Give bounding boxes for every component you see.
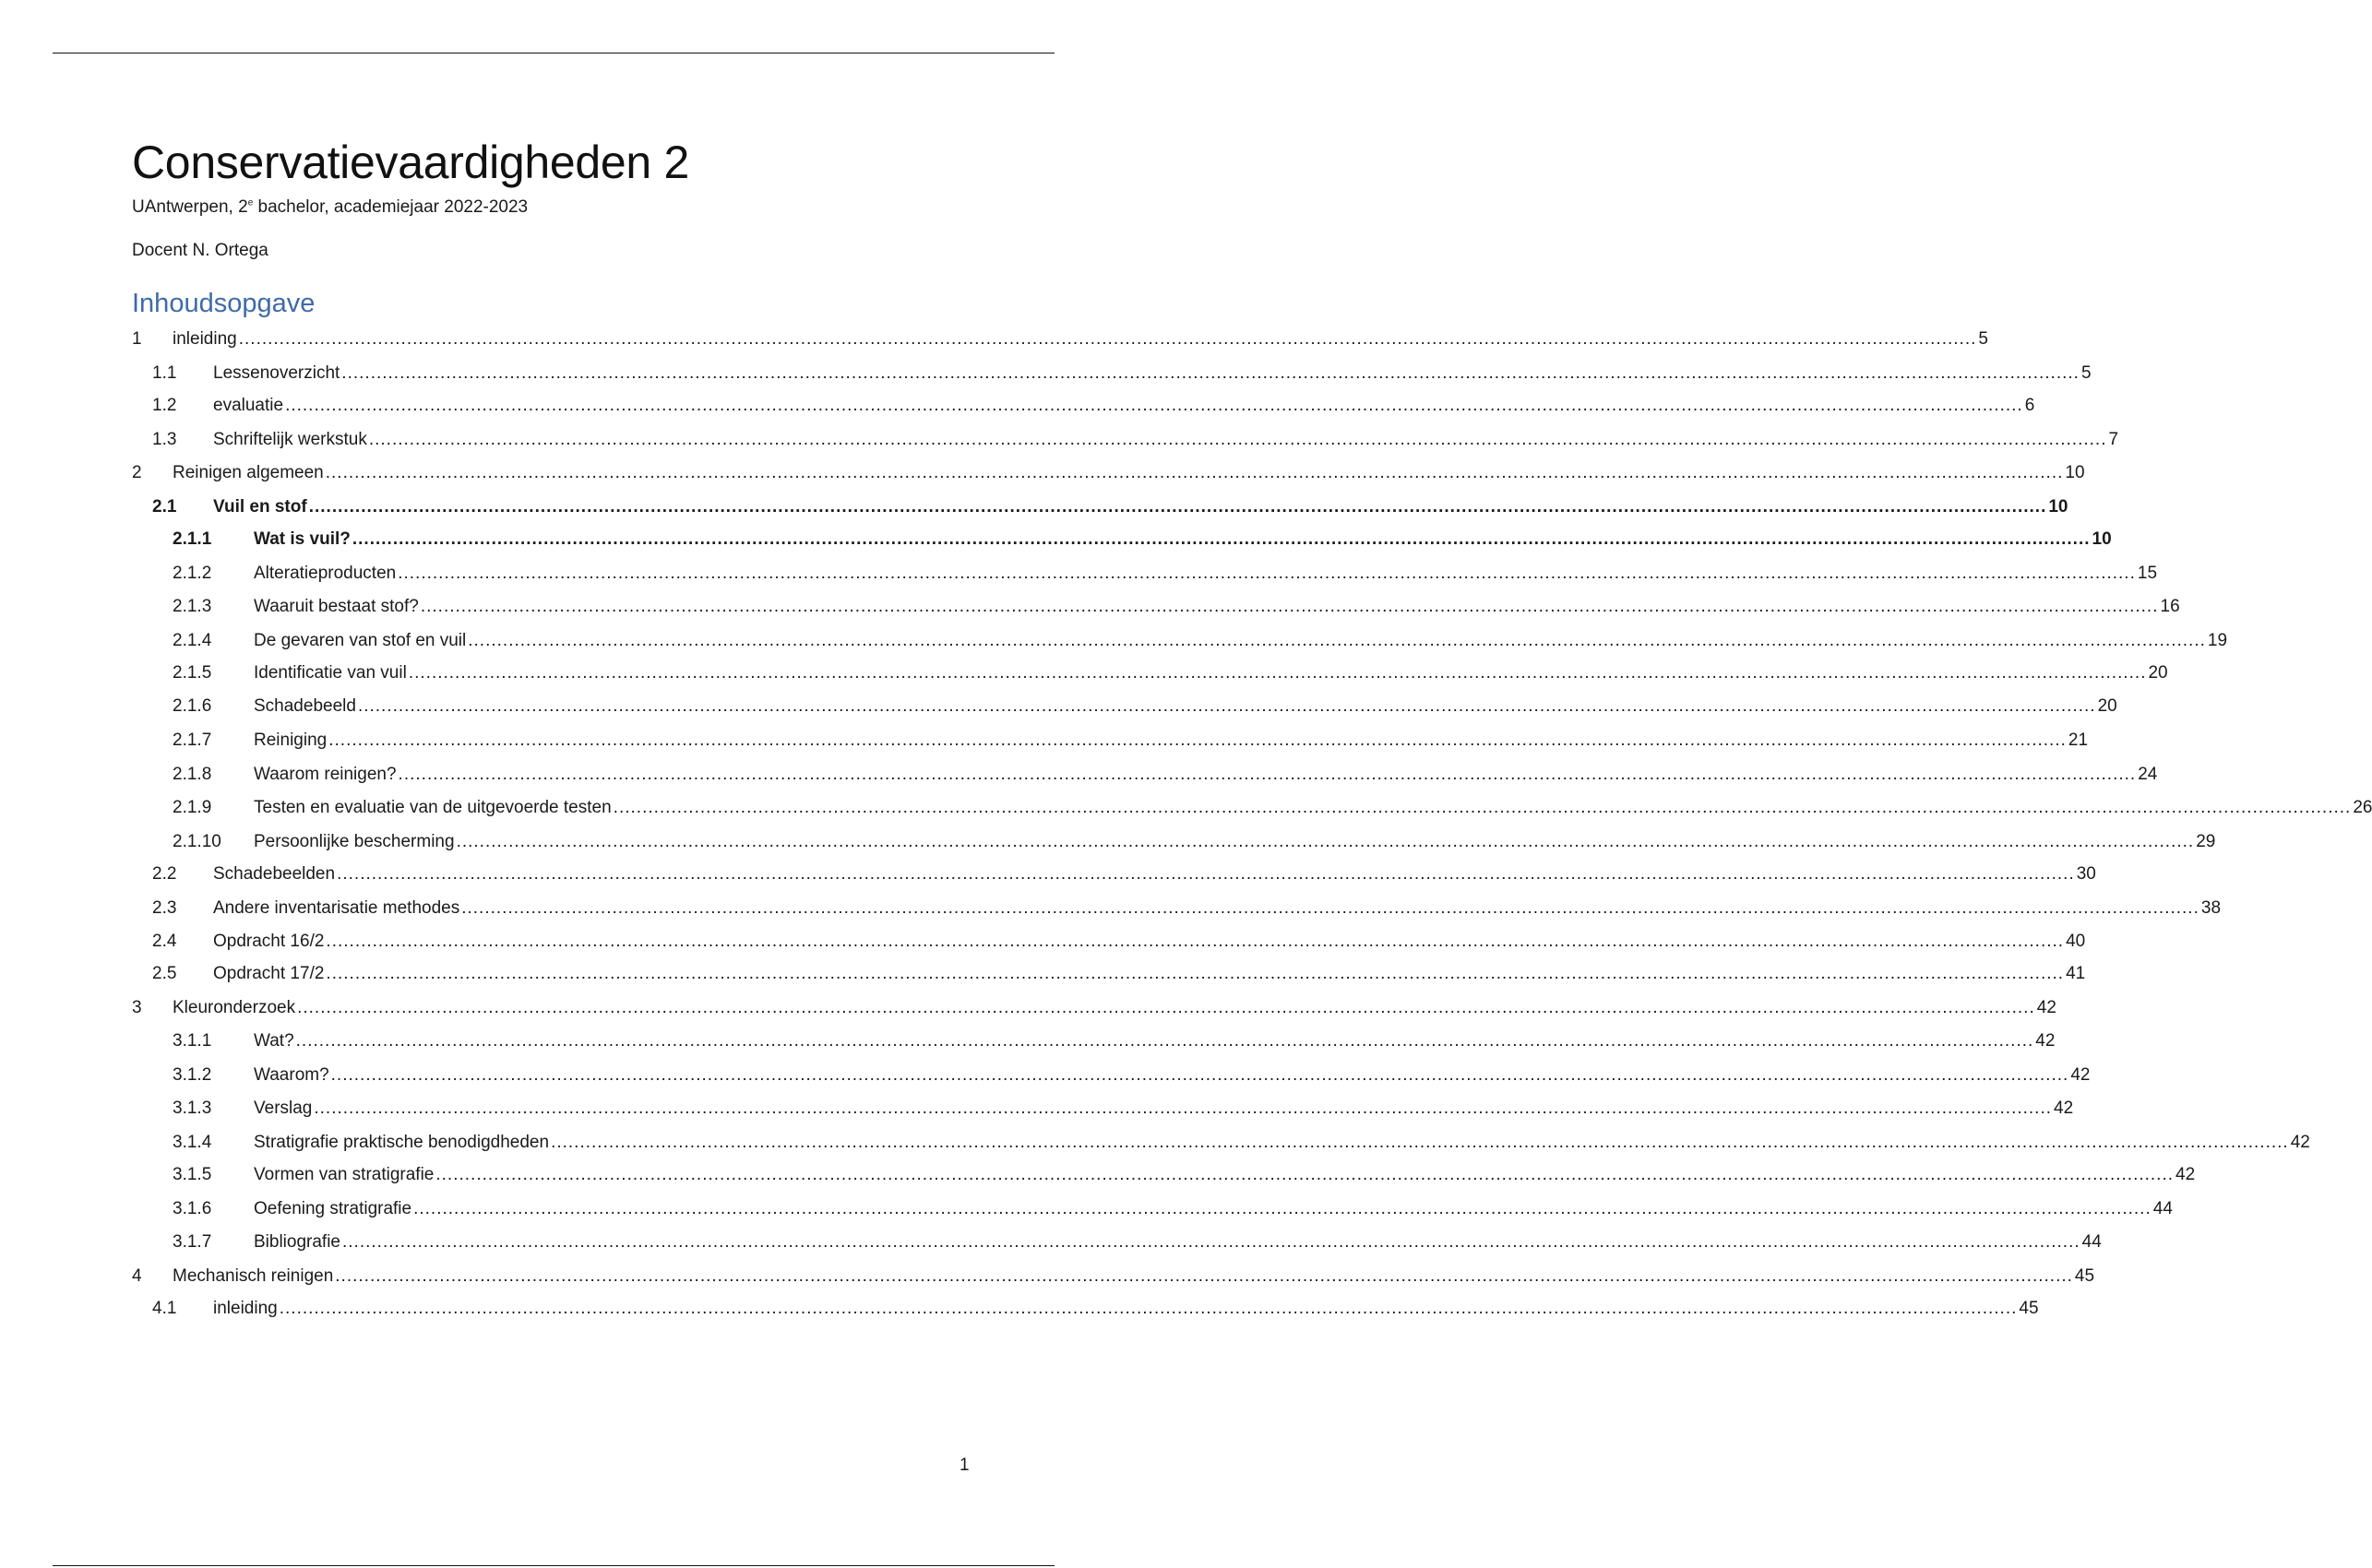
toc-leader-dots: ............................................................................................................................................................................................................................................................................................................ (420, 597, 2159, 616)
toc-entry-number: 3.1.3 (173, 1099, 212, 1118)
toc-entry[interactable] (132, 997, 2056, 1019)
toc-entry-number: 2.2 (152, 864, 177, 884)
toc-entry-number: 3.1.7 (173, 1232, 212, 1252)
toc-entry-page: 30 (2076, 864, 2096, 884)
toc-entry-label: evaluatie (213, 396, 284, 415)
toc-leader-dots: ............................................................................................................................................................................................................................................................................................................ (335, 1266, 2073, 1286)
toc-entry[interactable] (132, 596, 2180, 618)
toc-entry[interactable] (132, 662, 2168, 684)
toc-entry-label: inleiding (213, 1299, 278, 1318)
toc-entry-number: 2.1.2 (173, 564, 212, 583)
toc-leader-dots: ............................................................................................................................................................................................................................................................................................................ (314, 1099, 2053, 1118)
toc-entry[interactable] (132, 797, 2372, 819)
toc-entry[interactable] (132, 730, 2089, 752)
toc-entry-number: 2.1 (152, 497, 177, 517)
toc-entry-label: Opdracht 16/2 (213, 932, 325, 951)
toc-entry-number: 3.1.6 (173, 1199, 212, 1218)
toc-entry-label: Vuil en stof (213, 497, 307, 517)
toc-entry-number: 1.1 (152, 363, 177, 383)
toc-entry-page: 41 (2066, 964, 2086, 983)
toc-entry-page: 29 (2196, 832, 2216, 851)
toc-entry-page: 42 (2036, 998, 2056, 1017)
toc-entry-number: 3 (132, 998, 142, 1017)
toc-entry-page: 16 (2160, 597, 2180, 616)
toc-entry[interactable] (132, 695, 2117, 718)
toc-entry-label: De gevaren van stof en vuil (254, 631, 467, 650)
toc-entry[interactable] (132, 897, 2222, 920)
toc-leader-dots: ............................................................................................................................................................................................................................................................................................................ (238, 329, 1977, 349)
toc-entry-number: 2.5 (152, 964, 177, 983)
toc-entry-label: Waaruit bestaat stof? (254, 597, 419, 616)
bottom-rule (53, 1565, 1055, 1566)
toc-leader-dots: ............................................................................................................................................................................................................................................................................................................ (398, 564, 2136, 583)
toc-leader-dots: ............................................................................................................................................................................................................................................................................................................ (328, 731, 2067, 750)
toc-entry-label: Mechanisch reinigen (173, 1266, 334, 1286)
toc-entry-number: 2.1.10 (173, 832, 221, 851)
toc-leader-dots: ............................................................................................................................................................................................................................................................................................................ (337, 864, 2075, 884)
toc-entry-number: 2 (132, 463, 142, 482)
toc-entry[interactable] (132, 328, 1988, 350)
toc-leader-dots: ............................................................................................................................................................................................................................................................................................................ (295, 1031, 2034, 1051)
toc-entry[interactable] (132, 529, 2112, 551)
toc-entry[interactable] (132, 1164, 2196, 1186)
toc-entry-label: inleiding (173, 329, 237, 349)
toc-leader-dots: ............................................................................................................................................................................................................................................................................................................ (468, 631, 2206, 650)
toc-leader-dots: ............................................................................................................................................................................................................................................................................................................ (341, 363, 2080, 383)
toc-entry-label: Waarom reinigen? (254, 765, 397, 784)
toc-entry-label: Alteratieproducten (254, 564, 397, 583)
document-title: Conservatievaardigheden 2 (132, 137, 690, 188)
toc-leader-dots: ............................................................................................................................................................................................................................................................................................................ (368, 430, 2107, 449)
toc-leader-dots: ............................................................................................................................................................................................................................................................................................................ (352, 529, 2091, 549)
toc-entry-page: 10 (2092, 529, 2112, 549)
toc-entry-number: 2.4 (152, 932, 177, 951)
teacher-line: Docent N. Ortega (132, 241, 268, 260)
toc-entry-number: 3.1.5 (173, 1165, 212, 1184)
toc-entry[interactable] (132, 863, 2096, 885)
toc-entry-label: Schriftelijk werkstuk (213, 430, 367, 449)
toc-entry-number: 2.3 (152, 898, 177, 918)
toc-entry[interactable] (132, 1064, 2091, 1087)
toc-entry-page: 19 (2207, 631, 2228, 650)
toc-entry-label: Oefening stratigrafie (254, 1199, 412, 1218)
toc-entry[interactable] (132, 429, 2119, 451)
toc-entry-label: Bibliografie (254, 1232, 340, 1252)
toc-entry[interactable] (132, 764, 2158, 786)
toc-entry[interactable] (132, 1265, 2095, 1288)
toc-entry[interactable] (132, 496, 2068, 518)
toc-leader-dots: ............................................................................................................................................................................................................................................................................................................ (357, 696, 2096, 716)
toc-entry-number: 2.1.7 (173, 731, 212, 750)
toc-entry-number: 2.1.8 (173, 765, 212, 784)
toc-leader-dots: ............................................................................................................................................................................................................................................................................................................ (330, 1065, 2069, 1085)
document-subtitle (132, 197, 528, 218)
toc-leader-dots: ............................................................................................................................................................................................................................................................................................................ (326, 932, 2065, 951)
subtitle-sup: e (247, 197, 254, 208)
toc-entry[interactable] (132, 931, 2086, 953)
toc-entry[interactable] (132, 1132, 2310, 1154)
toc-leader-dots: ............................................................................................................................................................................................................................................................................................................ (398, 765, 2137, 784)
toc-entry-label: Lessenoverzicht (213, 363, 340, 383)
toc-entry-label: Wat is vuil? (254, 529, 351, 549)
toc-entry-label: Persoonlijke bescherming (254, 832, 455, 851)
toc-entry-page: 42 (2175, 1165, 2196, 1184)
toc-entry[interactable] (132, 563, 2158, 585)
toc-entry-page: 44 (2152, 1199, 2173, 1218)
toc-entry-label: Wat? (254, 1031, 294, 1051)
toc-heading: Inhoudsopgave (132, 289, 316, 318)
toc-leader-dots: ............................................................................................................................................................................................................................................................................................................ (413, 1199, 2151, 1218)
toc-entry-label: Vormen van stratigrafie (254, 1165, 435, 1184)
toc-entry-page: 42 (2070, 1065, 2091, 1085)
toc-leader-dots: ............................................................................................................................................................................................................................................................................................................ (285, 396, 2023, 415)
toc-entry-label: Identificatie van vuil (254, 663, 407, 683)
toc-entry-page: 6 (2024, 396, 2035, 415)
toc-entry-page: 5 (2080, 363, 2092, 383)
toc-entry-label: Reinigen algemeen (173, 463, 324, 482)
toc-leader-dots: ............................................................................................................................................................................................................................................................................................................ (308, 497, 2047, 517)
toc-entry-number: 3.1.2 (173, 1065, 212, 1085)
toc-entry-page: 26 (2353, 798, 2372, 817)
toc-entry[interactable] (132, 1298, 2039, 1320)
toc-entry-number: 1.2 (152, 396, 177, 415)
toc-leader-dots: ............................................................................................................................................................................................................................................................................................................ (456, 832, 2195, 851)
toc-entry-page: 45 (2074, 1266, 2095, 1286)
toc-entry-page: 15 (2137, 564, 2158, 583)
toc-leader-dots: ............................................................................................................................................................................................................................................................................................................ (325, 463, 2064, 482)
toc-entry-page: 20 (2097, 696, 2117, 716)
toc-entry[interactable] (132, 963, 2086, 985)
toc-entry-number: 3.1.4 (173, 1133, 212, 1152)
toc-entry[interactable] (132, 462, 2085, 484)
toc-entry[interactable] (132, 395, 2035, 417)
toc-entry-label: Testen en evaluatie van de uitgevoerde testen (254, 798, 612, 817)
toc-entry-label: Schadebeeld (254, 696, 356, 716)
toc-leader-dots: ............................................................................................................................................................................................................................................................................................................ (551, 1133, 2289, 1152)
toc-entry-number: 2.1.1 (173, 529, 212, 549)
toc-entry-page: 42 (2290, 1133, 2310, 1152)
toc-leader-dots: ............................................................................................................................................................................................................................................................................................................ (297, 998, 2035, 1017)
toc-leader-dots: ............................................................................................................................................................................................................................................................................................................ (408, 663, 2147, 683)
toc-entry[interactable] (132, 1030, 2056, 1052)
toc-entry-number: 2.1.5 (173, 663, 212, 683)
toc-entry-page: 10 (2048, 497, 2068, 517)
subtitle-pre: UAntwerpen, 2 (132, 197, 248, 217)
toc-entry-page: 7 (2108, 430, 2119, 449)
toc-entry[interactable] (132, 831, 2216, 853)
toc-entry-page: 10 (2065, 463, 2085, 482)
toc-entry-number: 3.1.1 (173, 1031, 212, 1051)
toc-entry-page: 21 (2068, 731, 2089, 750)
toc-entry-label: Verslag (254, 1099, 313, 1118)
toc-leader-dots: ............................................................................................................................................................................................................................................................................................................ (342, 1232, 2080, 1252)
toc-entry-page: 42 (2054, 1099, 2074, 1118)
page-number: 1 (960, 1455, 970, 1475)
toc-entry-number: 4.1 (152, 1299, 177, 1318)
toc-leader-dots: ............................................................................................................................................................................................................................................................................................................ (435, 1165, 2175, 1184)
toc-leader-dots: ............................................................................................................................................................................................................................................................................................................ (613, 798, 2352, 817)
toc-entry-page: 38 (2200, 898, 2222, 918)
toc-entry-number: 2.1.4 (173, 631, 212, 650)
toc-entry-label: Opdracht 17/2 (213, 964, 325, 983)
toc-entry-label: Schadebeelden (213, 864, 336, 884)
toc-entry[interactable] (132, 1198, 2173, 1220)
toc-entry[interactable] (132, 362, 2092, 385)
toc-entry-page: 45 (2019, 1299, 2039, 1318)
toc-leader-dots: ............................................................................................................................................................................................................................................................................................................ (461, 898, 2199, 918)
toc-entry[interactable] (132, 630, 2228, 652)
toc-entry-page: 24 (2138, 765, 2158, 784)
toc-entry-label: Stratigrafie praktische benodigdheden (254, 1133, 550, 1152)
toc-entry-page: 44 (2081, 1232, 2102, 1252)
toc-entry-page: 20 (2148, 663, 2168, 683)
toc-entry-label: Reiniging (254, 731, 328, 750)
toc-leader-dots: ............................................................................................................................................................................................................................................................................................................ (326, 964, 2065, 983)
toc-entry[interactable] (132, 1231, 2102, 1253)
toc-entry-number: 2.1.9 (173, 798, 212, 817)
toc-entry-page: 42 (2035, 1031, 2056, 1051)
toc-entry-number: 2.1.6 (173, 696, 212, 716)
toc-entry-label: Andere inventarisatie methodes (213, 898, 460, 918)
toc-entry-number: 4 (132, 1266, 142, 1286)
toc-leader-dots: ............................................................................................................................................................................................................................................................................................................ (279, 1299, 2018, 1318)
toc-entry-number: 1 (132, 329, 142, 349)
toc-entry-page: 5 (1978, 329, 1988, 349)
toc-entry-label: Kleuronderzoek (173, 998, 296, 1017)
subtitle-post: bachelor, academiejaar 2022-2023 (253, 197, 529, 217)
toc-entry-number: 1.3 (152, 430, 177, 449)
toc-entry-label: Waarom? (254, 1065, 329, 1085)
toc-entry-number: 2.1.3 (173, 597, 212, 616)
toc-entry-page: 40 (2066, 932, 2086, 951)
toc-entry[interactable] (132, 1098, 2074, 1120)
